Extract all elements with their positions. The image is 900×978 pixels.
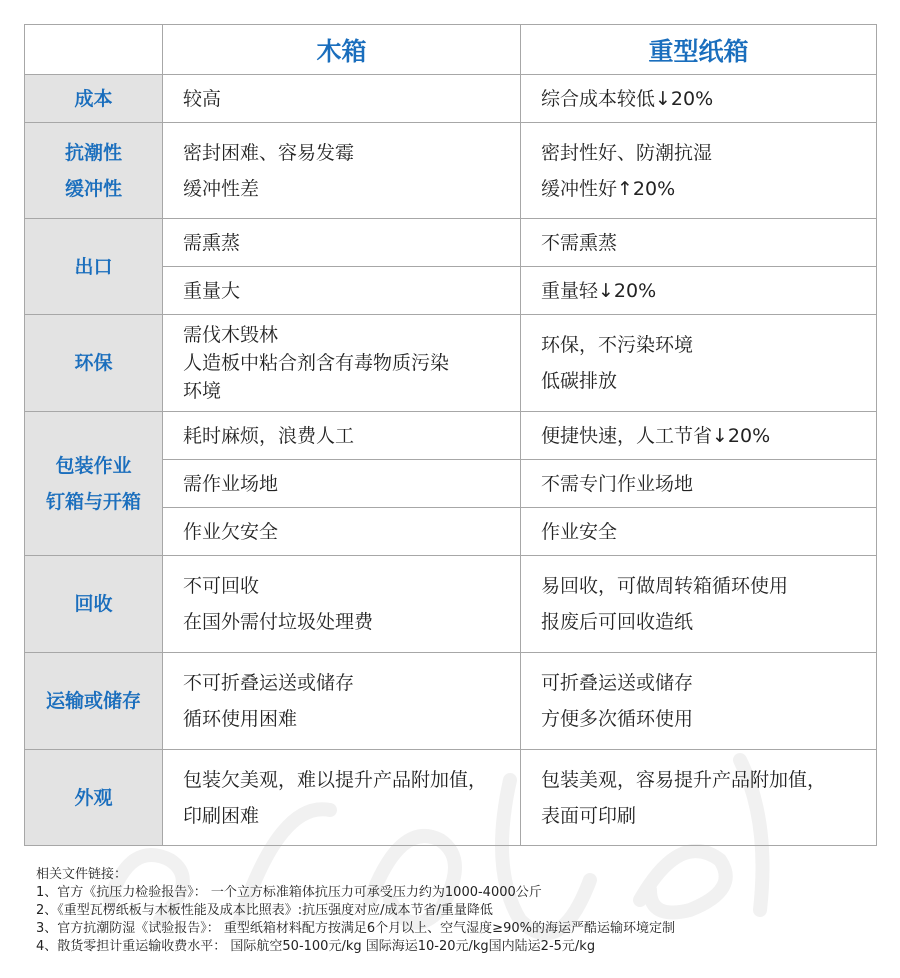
table-row — [25, 123, 877, 219]
wood-cell: 需熏蒸 — [163, 219, 521, 267]
carton-cell: 包装美观，容易提升产品附加值， 表面可印刷 — [521, 750, 877, 846]
wood-cell: 作业欠安全 — [163, 508, 521, 556]
carton-cell: 易回收，可做周转箱循环使用 报废后可回收造纸 — [521, 556, 877, 653]
carton-cell: 不需专门作业场地 — [521, 460, 877, 508]
header-row — [25, 25, 877, 75]
related-documents-notes — [36, 866, 675, 956]
table-row — [25, 750, 877, 846]
note-item: 3、官方抗潮防湿《试验报告》： 重型纸箱材料配方按满足6个月以上、空气湿度≥90%的海运严酷运输环境定制 — [36, 921, 675, 936]
notes-title: 相关文件链接： — [36, 867, 128, 882]
table-row — [25, 412, 877, 460]
carton-cell: 综合成本较低↓20% — [521, 75, 877, 123]
carton-column-header: 重型纸箱 — [521, 25, 877, 75]
row-label-cost: 成本 — [25, 75, 163, 123]
row-label-moisture-cushion: 抗潮性 缓冲性 — [25, 123, 163, 219]
carton-cell: 环保，不污染环境 低碳排放 — [521, 315, 877, 412]
row-label-recycling: 回收 — [25, 556, 163, 653]
table-row — [25, 556, 877, 653]
wood-cell: 较高 — [163, 75, 521, 123]
carton-cell: 不需熏蒸 — [521, 219, 877, 267]
table-row — [25, 219, 877, 267]
row-label-environment: 环保 — [25, 315, 163, 412]
row-label-transport-storage: 运输或储存 — [25, 653, 163, 750]
note-item: 4、散货零担计重运输收费水平： 国际航空50-100元/kg 国际海运10-20元/kg国内陆运2-5元/kg — [36, 939, 596, 954]
carton-cell: 重量轻↓20% — [521, 267, 877, 315]
note-item: 2、《重型瓦楞纸板与木板性能及成本比照表》:抗压强度对应/成本节省/重量降低 — [36, 903, 493, 918]
row-label-appearance: 外观 — [25, 750, 163, 846]
wood-cell: 重量大 — [163, 267, 521, 315]
wood-cell: 需作业场地 — [163, 460, 521, 508]
comparison-table — [24, 24, 877, 846]
table-row — [25, 315, 877, 412]
row-label-export: 出口 — [25, 219, 163, 315]
carton-cell: 便捷快速，人工节省↓20% — [521, 412, 877, 460]
row-label-packing-work: 包装作业 钉箱与开箱 — [25, 412, 163, 556]
carton-cell: 可折叠运送或储存 方便多次循环使用 — [521, 653, 877, 750]
table-row — [25, 75, 877, 123]
wood-cell: 密封困难、容易发霉 缓冲性差 — [163, 123, 521, 219]
wood-cell: 不可回收 在国外需付垃圾处理费 — [163, 556, 521, 653]
table-row — [25, 653, 877, 750]
wood-cell: 需伐木毁林 人造板中粘合剂含有毒物质污染 环境 — [163, 315, 521, 412]
note-item: 1、官方《抗压力检验报告》： 一个立方标准箱体抗压力可承受压力约为1000-4000公斤 — [36, 885, 542, 900]
wood-cell: 不可折叠运送或储存 循环使用困难 — [163, 653, 521, 750]
corner-cell — [25, 25, 163, 75]
wood-cell: 耗时麻烦，浪费人工 — [163, 412, 521, 460]
wood-box-column-header: 木箱 — [163, 25, 521, 75]
carton-cell: 作业安全 — [521, 508, 877, 556]
wood-cell: 包装欠美观，难以提升产品附加值， 印刷困难 — [163, 750, 521, 846]
carton-cell: 密封性好、防潮抗湿 缓冲性好↑20% — [521, 123, 877, 219]
